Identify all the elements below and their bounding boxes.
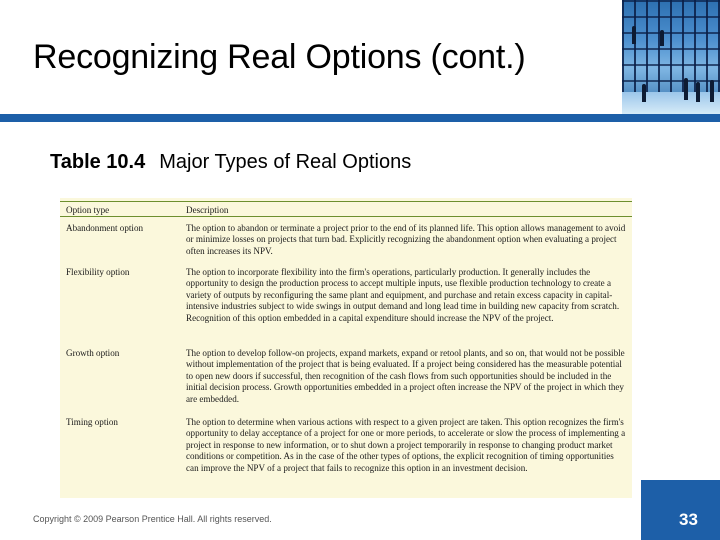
person-silhouette: [696, 82, 700, 102]
photo-floor: [622, 92, 720, 114]
slide-title: Recognizing Real Options (cont.): [33, 38, 526, 76]
person-silhouette: [642, 84, 646, 102]
table-number: Table 10.4: [50, 151, 146, 173]
person-silhouette: [632, 26, 636, 44]
description-cell: The option to develop follow-on projects, expand markets, expand or retool plants, and so on, that would not be possible without implementation of the project that is being evaluated. If a project being considered has the measurable potential to open new doors if successful, then recognition of the cash flows from such opportunities should be included in the initial decision process. Growth opportunities embedded in a project often increase the NPV of the project in which they are embedded.: [186, 348, 625, 404]
option-type-cell: Abandonment option: [66, 223, 144, 233]
column-header-description: Description: [186, 205, 229, 215]
table-header-row: [60, 201, 632, 217]
option-type-cell: Growth option: [66, 348, 120, 358]
corner-photo: [622, 0, 720, 114]
table-caption-text: Major Types of Real Options: [159, 151, 412, 173]
person-silhouette: [684, 78, 688, 100]
description-cell: The option to abandon or terminate a project prior to the end of its planned life. This option allows management to avoid or minimize losses on projects that turn bad. Explicitly recognizing the abandonment option when evaluating a project often increases its NPV.: [186, 223, 626, 256]
header-rule-bar: [0, 114, 720, 122]
description-cell: The option to incorporate flexibility into the firm's operations, particularly production. It generally includes the opportunity to design the production process to accept multiple inputs, use flexible production technology to create a variety of outputs by reconfiguring the same plant and equipment, and purchase and retain excess capacity in capital-intensive industries subject to wide swings in output demand and long lead time in building new capacity from scratch. Recognition of this option embedded in a capital expenditure should increase the NPV of the project.: [186, 267, 620, 323]
description-cell: The option to determine when various actions with respect to a given project are taken. This option recognizes the firm's opportunity to delay acceptance of a project for one or more periods, to accelerate or slow the process of implementing a project in response to new information, or to shut down a project temporarily in response to changing product market conditions or competition. As in the case of the other types of options, the explicit recognition of timing opportunities can improve the NPV of a project that fails to recognize this option in an investment decision.: [186, 417, 626, 473]
page-number: 33: [679, 510, 698, 529]
option-type-cell: Timing option: [66, 417, 118, 427]
copyright-notice: Copyright © 2009 Pearson Prentice Hall. All rights reserved.: [33, 514, 272, 524]
real-options-table: [60, 198, 632, 498]
page-number-box: [641, 480, 720, 540]
table-caption: [50, 151, 411, 174]
option-type-cell: Flexibility option: [66, 267, 130, 277]
column-header-option-type: Option type: [66, 205, 110, 215]
person-silhouette: [660, 30, 664, 46]
person-silhouette: [710, 80, 714, 102]
